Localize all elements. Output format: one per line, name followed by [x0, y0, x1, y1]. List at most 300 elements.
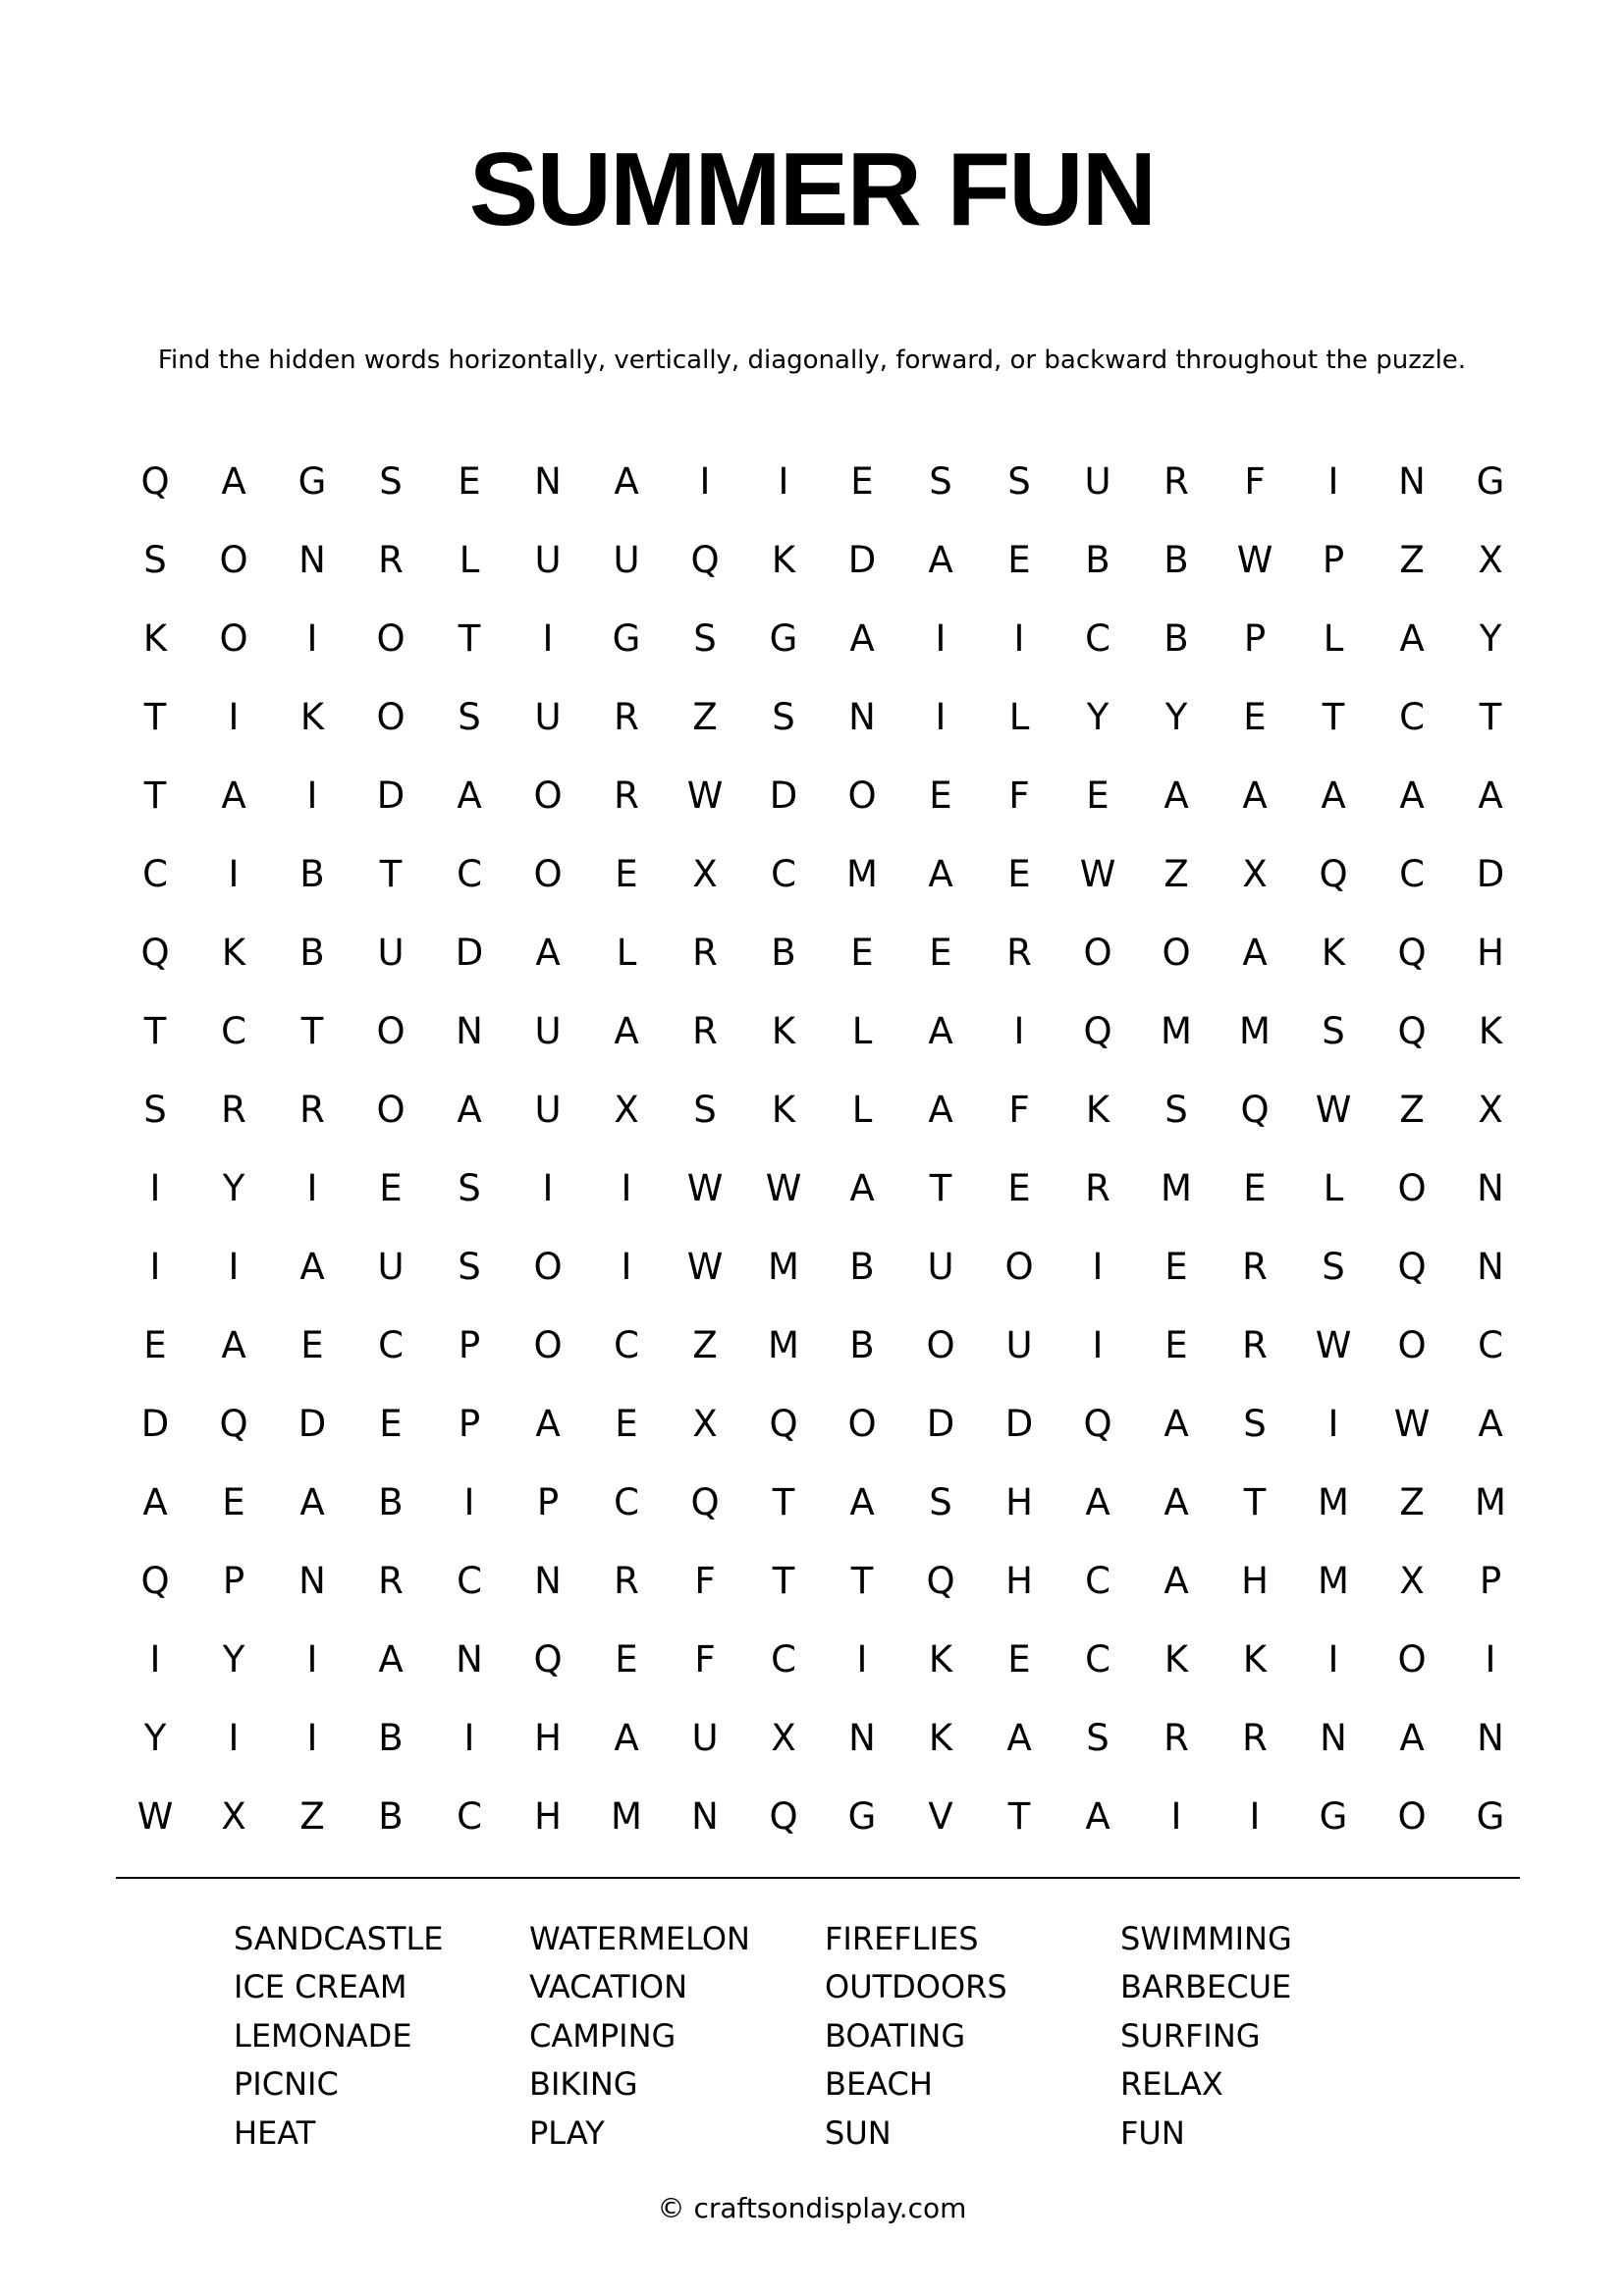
grid-cell: S: [1086, 1716, 1110, 1759]
grid-cell: A: [1399, 1716, 1425, 1759]
grid-cell: L: [1008, 695, 1030, 738]
grid-cell: T: [772, 1559, 795, 1602]
grid-cell: X: [1242, 852, 1268, 895]
grid-cell: Q: [769, 1402, 798, 1445]
grid-cell: I: [463, 1716, 475, 1759]
grid-cell: R: [378, 538, 404, 581]
grid-cell: R: [378, 1559, 404, 1602]
grid-cell: P: [1479, 1559, 1502, 1602]
grid-cell: A: [928, 1088, 953, 1131]
grid-cell: D: [298, 1402, 327, 1445]
grid-cell: T: [143, 774, 167, 817]
grid-cell: W: [1079, 852, 1116, 895]
grid-cell: T: [143, 695, 167, 738]
grid-cell: M: [1161, 1166, 1192, 1209]
footer-credit: © craftsondisplay.com: [657, 2192, 967, 2224]
grid-cell: I: [935, 616, 947, 660]
grid-cell: C: [1399, 852, 1425, 895]
grid-cell: D: [926, 1402, 955, 1445]
grid-cell: C: [1478, 1323, 1503, 1366]
grid-cell: S: [693, 616, 717, 660]
grid-cell: O: [1083, 931, 1112, 974]
grid-cell: S: [772, 695, 795, 738]
grid-cell: M: [846, 852, 878, 895]
grid-cell: G: [298, 459, 327, 503]
grid-cell: G: [847, 1794, 877, 1838]
grid-cell: E: [850, 931, 874, 974]
grid-cell: P: [1322, 538, 1345, 581]
grid-cell: W: [1315, 1088, 1352, 1131]
grid-cell: H: [1005, 1480, 1033, 1523]
grid-cell: G: [1476, 459, 1505, 503]
grid-cell: A: [1399, 774, 1425, 817]
grid-cell: A: [1006, 1716, 1032, 1759]
word-list-item: BEACH: [825, 2065, 933, 2104]
grid-cell: A: [1085, 1794, 1110, 1838]
grid-cell: D: [769, 774, 798, 817]
word-list-item: PLAY: [529, 2113, 605, 2152]
grid-cell: F: [694, 1559, 716, 1602]
grid-cell: I: [699, 459, 711, 503]
grid-cell: O: [847, 1402, 877, 1445]
grid-cell: I: [306, 1166, 318, 1209]
grid-cell: T: [850, 1559, 874, 1602]
grid-cell: D: [1476, 852, 1505, 895]
word-list-item: BARBECUE: [1120, 1968, 1292, 2006]
grid-cell: U: [377, 1245, 405, 1288]
grid-cell: K: [1164, 1637, 1189, 1681]
grid-cell: A: [928, 1009, 953, 1052]
grid-cell: P: [458, 1323, 481, 1366]
grid-cell: N: [534, 1559, 562, 1602]
grid-cell: K: [142, 616, 168, 660]
grid-cell: E: [929, 774, 952, 817]
grid-cell: N: [848, 695, 876, 738]
word-list-item: BIKING: [529, 2065, 638, 2104]
grid-cell: O: [1397, 1794, 1427, 1838]
grid-cell: X: [614, 1088, 639, 1131]
grid-cell: I: [1327, 1637, 1339, 1681]
grid-cell: E: [850, 459, 874, 503]
grid-cell: K: [928, 1637, 953, 1681]
grid-cell: T: [143, 1009, 167, 1052]
grid-cell: T: [1007, 1794, 1031, 1838]
grid-cell: H: [534, 1716, 562, 1759]
grid-cell: V: [928, 1794, 953, 1838]
word-list: [234, 1914, 1412, 2158]
grid-cell: M: [1318, 1480, 1349, 1523]
grid-cell: B: [378, 1716, 404, 1759]
grid-cell: C: [614, 1480, 639, 1523]
grid-cell: T: [772, 1480, 795, 1523]
grid-cell: I: [621, 1166, 632, 1209]
grid-cell: T: [929, 1166, 952, 1209]
grid-cell: F: [1008, 1088, 1030, 1131]
grid-cell: Q: [140, 931, 170, 974]
grid-cell: M: [768, 1245, 799, 1288]
grid-cell: R: [1085, 1166, 1110, 1209]
grid-cell: W: [1315, 1323, 1352, 1366]
grid-cell: W: [686, 774, 724, 817]
grid-cell: D: [1004, 1402, 1034, 1445]
grid-cell: T: [1479, 695, 1502, 738]
grid-cell: B: [378, 1480, 404, 1523]
grid-cell: U: [1005, 1323, 1033, 1366]
grid-cell: I: [1327, 1402, 1339, 1445]
word-list-item: FIREFLIES: [825, 1919, 979, 1957]
grid-cell: A: [1164, 1480, 1189, 1523]
grid-cell: K: [299, 695, 325, 738]
grid-cell: T: [1243, 1480, 1267, 1523]
grid-cell: I: [621, 1245, 632, 1288]
word-list-item: RELAX: [1120, 2065, 1223, 2104]
grid-cell: S: [1322, 1245, 1345, 1288]
grid-cell: R: [221, 1088, 246, 1131]
grid-cell: O: [533, 1323, 563, 1366]
grid-cell: E: [458, 459, 481, 503]
grid-cell: A: [535, 931, 561, 974]
grid-cell: N: [848, 1716, 876, 1759]
grid-cell: K: [1321, 931, 1346, 974]
grid-cell: F: [1244, 459, 1266, 503]
word-list-item: HEAT: [234, 2113, 316, 2152]
grid-cell: Q: [1083, 1402, 1112, 1445]
grid-cell: I: [1092, 1323, 1104, 1366]
grid-cell: O: [1397, 1323, 1427, 1366]
grid-cell: K: [771, 538, 796, 581]
grid-cell: D: [140, 1402, 170, 1445]
grid-cell: E: [379, 1166, 403, 1209]
word-list-item: OUTDOORS: [825, 1968, 1007, 2006]
grid-cell: C: [1085, 1637, 1110, 1681]
grid-cell: G: [1319, 1794, 1348, 1838]
grid-cell: E: [1164, 1323, 1188, 1366]
grid-cell: K: [1242, 1637, 1268, 1681]
grid-cell: I: [149, 1637, 161, 1681]
grid-cell: U: [927, 1245, 954, 1288]
grid-cell: C: [142, 852, 168, 895]
grid-cell: Y: [1086, 695, 1110, 738]
grid-cell: F: [1008, 774, 1030, 817]
grid-cell: H: [1241, 1559, 1269, 1602]
grid-cell: N: [691, 1794, 719, 1838]
grid-cell: P: [222, 1559, 245, 1602]
grid-cell: H: [1477, 931, 1504, 974]
grid-cell: M: [768, 1323, 799, 1366]
word-list-item: SANDCASTLE: [234, 1919, 444, 1957]
grid-cell: I: [149, 1166, 161, 1209]
word-list-item: SWIMMING: [1120, 1919, 1292, 1957]
grid-cell: B: [849, 1323, 875, 1366]
grid-cell: X: [1399, 1559, 1425, 1602]
grid-cell: A: [1399, 616, 1425, 660]
instructions: Find the hidden words horizontally, vertically, diagonally, forward, or backward throughout the puzzle.: [157, 346, 1467, 375]
grid-cell: C: [1399, 695, 1425, 738]
grid-cell: Q: [140, 1559, 170, 1602]
grid-cell: I: [856, 1637, 868, 1681]
grid-cell: Z: [1399, 538, 1425, 581]
grid-cell: I: [149, 1245, 161, 1288]
grid-cell: A: [1242, 774, 1268, 817]
grid-cell: O: [376, 1088, 406, 1131]
grid-cell: D: [376, 774, 406, 817]
grid-cell: K: [771, 1088, 796, 1131]
divider: [116, 1877, 1520, 1879]
grid-cell: K: [1085, 1088, 1110, 1131]
grid-cell: R: [692, 931, 718, 974]
word-list-item: SUN: [825, 2113, 892, 2152]
grid-cell: E: [300, 1323, 324, 1366]
grid-cell: Q: [533, 1637, 563, 1681]
grid-cell: T: [458, 616, 481, 660]
grid-cell: W: [136, 1794, 174, 1838]
grid-cell: E: [222, 1480, 245, 1523]
grid-cell: A: [614, 1009, 639, 1052]
grid-cell: I: [228, 695, 240, 738]
grid-cell: M: [1475, 1480, 1506, 1523]
grid-cell: S: [143, 538, 167, 581]
word-list-item: CAMPING: [529, 2016, 677, 2055]
letter-grid: [116, 442, 1530, 1855]
grid-cell: I: [778, 459, 789, 503]
grid-cell: C: [457, 1794, 482, 1838]
grid-cell: R: [1242, 1323, 1268, 1366]
grid-cell: A: [849, 616, 875, 660]
grid-cell: M: [1318, 1559, 1349, 1602]
grid-cell: C: [1085, 616, 1110, 660]
grid-cell: R: [1164, 1716, 1189, 1759]
grid-cell: I: [1013, 616, 1025, 660]
grid-cell: I: [306, 616, 318, 660]
grid-cell: A: [535, 1402, 561, 1445]
grid-cell: K: [771, 1009, 796, 1052]
grid-cell: A: [221, 1323, 246, 1366]
grid-cell: Q: [140, 459, 170, 503]
grid-cell: L: [851, 1088, 873, 1131]
grid-cell: E: [929, 931, 952, 974]
grid-cell: D: [847, 538, 877, 581]
grid-cell: Z: [299, 1794, 325, 1838]
grid-cell: D: [455, 931, 484, 974]
grid-cell: W: [686, 1166, 724, 1209]
grid-cell: B: [771, 931, 796, 974]
grid-cell: G: [1476, 1794, 1505, 1838]
grid-cell: Y: [222, 1637, 245, 1681]
grid-cell: L: [1323, 616, 1344, 660]
grid-cell: K: [928, 1716, 953, 1759]
grid-cell: P: [536, 1480, 560, 1523]
word-list-item: ICE CREAM: [234, 1968, 407, 2006]
grid-cell: E: [1007, 1166, 1031, 1209]
grid-cell: U: [534, 538, 562, 581]
grid-cell: L: [1323, 1166, 1344, 1209]
grid-cell: B: [849, 1245, 875, 1288]
grid-cell: I: [306, 1637, 318, 1681]
grid-cell: W: [765, 1166, 802, 1209]
grid-cell: A: [1321, 774, 1346, 817]
grid-cell: I: [306, 774, 318, 817]
grid-cell: A: [1478, 1402, 1503, 1445]
grid-cell: U: [691, 1716, 719, 1759]
grid-cell: O: [1397, 1166, 1427, 1209]
grid-cell: C: [457, 1559, 482, 1602]
grid-cell: U: [534, 695, 562, 738]
grid-cell: B: [299, 852, 325, 895]
grid-cell: E: [1164, 1245, 1188, 1288]
grid-cell: E: [1007, 538, 1031, 581]
grid-cell: E: [1243, 1166, 1267, 1209]
grid-cell: O: [1162, 931, 1191, 974]
grid-cell: O: [219, 616, 248, 660]
grid-cell: I: [935, 695, 947, 738]
grid-cell: Y: [143, 1716, 167, 1759]
grid-cell: E: [615, 1402, 638, 1445]
grid-cell: C: [771, 1637, 796, 1681]
grid-cell: S: [693, 1088, 717, 1131]
word-list-item: SURFING: [1120, 2016, 1261, 2055]
grid-cell: A: [1478, 774, 1503, 817]
grid-cell: W: [1393, 1402, 1431, 1445]
grid-cell: A: [299, 1245, 325, 1288]
grid-cell: R: [614, 1559, 639, 1602]
grid-cell: O: [533, 1245, 563, 1288]
grid-cell: U: [1084, 459, 1111, 503]
grid-cell: O: [376, 1009, 406, 1052]
grid-cell: A: [457, 1088, 482, 1131]
grid-cell: E: [1007, 1637, 1031, 1681]
grid-cell: G: [612, 616, 641, 660]
grid-cell: P: [458, 1402, 481, 1445]
grid-cell: R: [614, 774, 639, 817]
grid-cell: R: [614, 695, 639, 738]
grid-cell: A: [614, 459, 639, 503]
grid-cell: Q: [219, 1402, 248, 1445]
grid-cell: C: [771, 852, 796, 895]
grid-cell: A: [457, 774, 482, 817]
grid-cell: B: [299, 931, 325, 974]
word-list-item: LEMONADE: [234, 2016, 412, 2055]
grid-cell: S: [1243, 1402, 1267, 1445]
grid-cell: A: [1164, 774, 1189, 817]
grid-cell: A: [849, 1166, 875, 1209]
grid-cell: S: [929, 459, 952, 503]
grid-cell: X: [692, 1402, 718, 1445]
grid-cell: H: [534, 1794, 562, 1838]
grid-cell: I: [542, 1166, 554, 1209]
grid-cell: Z: [692, 1323, 718, 1366]
grid-cell: N: [456, 1637, 483, 1681]
grid-cell: Q: [1397, 1009, 1427, 1052]
grid-cell: N: [1477, 1716, 1504, 1759]
grid-cell: O: [376, 616, 406, 660]
grid-cell: E: [143, 1323, 167, 1366]
grid-cell: Q: [690, 538, 720, 581]
grid-cell: Q: [1397, 1245, 1427, 1288]
grid-cell: T: [300, 1009, 324, 1052]
grid-cell: X: [1478, 1088, 1503, 1131]
grid-cell: I: [306, 1716, 318, 1759]
grid-cell: E: [615, 1637, 638, 1681]
word-list-item: VACATION: [529, 1968, 688, 2006]
grid-cell: Q: [769, 1794, 798, 1838]
grid-cell: E: [1007, 852, 1031, 895]
grid-cell: O: [1004, 1245, 1034, 1288]
grid-cell: I: [1249, 1794, 1261, 1838]
grid-cell: R: [299, 1088, 325, 1131]
grid-cell: L: [851, 1009, 873, 1052]
grid-cell: A: [378, 1637, 404, 1681]
grid-cell: X: [771, 1716, 796, 1759]
grid-cell: N: [1320, 1716, 1347, 1759]
grid-cell: A: [221, 459, 246, 503]
grid-cell: R: [692, 1009, 718, 1052]
grid-cell: S: [379, 459, 403, 503]
grid-cell: C: [614, 1323, 639, 1366]
grid-cell: Y: [1479, 616, 1502, 660]
grid-cell: O: [533, 852, 563, 895]
grid-cell: C: [1085, 1559, 1110, 1602]
grid-cell: B: [378, 1794, 404, 1838]
grid-cell: S: [143, 1088, 167, 1131]
grid-cell: G: [769, 616, 798, 660]
grid-cell: U: [613, 538, 640, 581]
grid-cell: N: [1477, 1166, 1504, 1209]
grid-cell: Q: [1083, 1009, 1112, 1052]
grid-cell: O: [1397, 1637, 1427, 1681]
grid-cell: E: [379, 1402, 403, 1445]
grid-cell: U: [534, 1009, 562, 1052]
grid-cell: K: [221, 931, 246, 974]
grid-cell: Z: [692, 695, 718, 738]
word-list-item: FUN: [1120, 2113, 1185, 2152]
grid-cell: I: [1013, 1009, 1025, 1052]
grid-cell: I: [1327, 459, 1339, 503]
grid-cell: I: [463, 1480, 475, 1523]
grid-cell: S: [1322, 1009, 1345, 1052]
grid-cell: R: [1242, 1245, 1268, 1288]
grid-cell: I: [228, 852, 240, 895]
grid-cell: S: [1007, 459, 1031, 503]
grid-cell: Y: [1164, 695, 1188, 738]
grid-cell: C: [457, 852, 482, 895]
grid-cell: Y: [222, 1166, 245, 1209]
word-list-item: WATERMELON: [529, 1919, 750, 1957]
grid-cell: A: [1085, 1480, 1110, 1523]
grid-cell: W: [1236, 538, 1273, 581]
grid-cell: X: [692, 852, 718, 895]
grid-cell: N: [298, 1559, 326, 1602]
grid-cell: I: [1170, 1794, 1182, 1838]
grid-cell: T: [379, 852, 403, 895]
grid-cell: I: [228, 1716, 240, 1759]
word-list-item: PICNIC: [234, 2065, 339, 2104]
grid-cell: X: [1478, 538, 1503, 581]
grid-cell: I: [1485, 1637, 1496, 1681]
grid-cell: P: [1243, 616, 1267, 660]
grid-cell: A: [928, 538, 953, 581]
grid-cell: E: [615, 852, 638, 895]
page-title: SUMMER FUN: [468, 132, 1156, 247]
grid-cell: R: [1006, 931, 1032, 974]
grid-cell: A: [299, 1480, 325, 1523]
grid-cell: Z: [1399, 1088, 1425, 1131]
grid-cell: B: [1085, 538, 1110, 581]
grid-cell: Q: [926, 1559, 955, 1602]
grid-cell: E: [1243, 695, 1267, 738]
grid-cell: Z: [1399, 1480, 1425, 1523]
grid-cell: Q: [1397, 931, 1427, 974]
grid-cell: N: [534, 459, 562, 503]
